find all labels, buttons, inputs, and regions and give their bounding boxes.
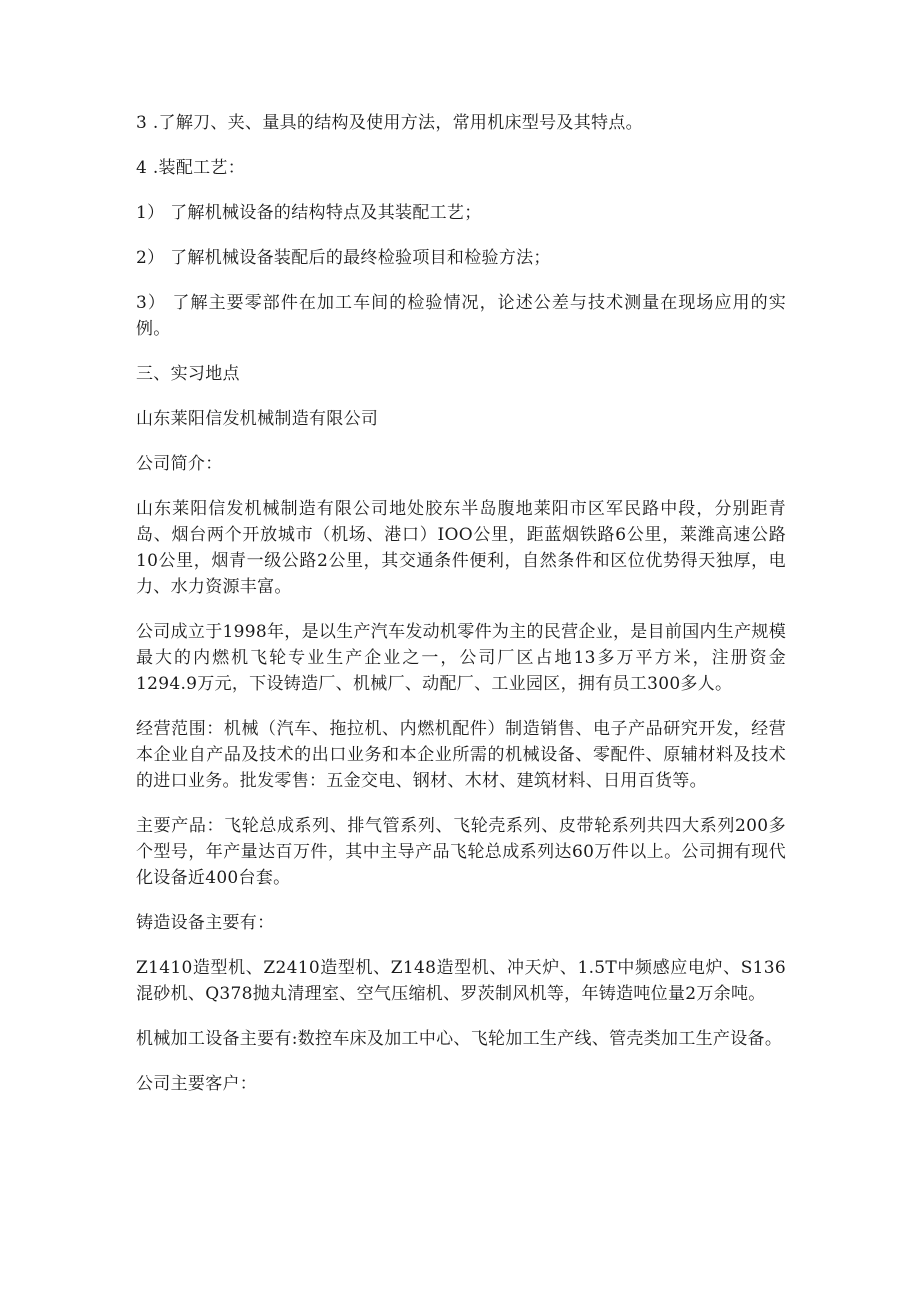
paragraph-business-scope: 经营范围：机械（汽车、拖拉机、内燃机配件）制造销售、电子产品研究开发，经营本企业自产品及技术的出口业务和本企业所需的机械设备、零配件、原辅材料及技术的进口业务。批发零售：五金交电、钢材、木材、建筑材料、日用百货等。	[136, 719, 786, 791]
paragraph-company-founding: 公司成立于1998年，是以生产汽车发动机零件为主的民营企业，是目前国内生产规模最大的内燃机飞轮专业生产企业之一，公司厂区占地13多万平方米，注册资金1294.9万元，下设铸造厂、机械厂、动配厂、工业园区，拥有员工300多人。	[136, 622, 786, 694]
paragraph-assembly-item-1: 1） 了解机械设备的结构特点及其装配工艺；	[136, 203, 482, 223]
paragraph-assembly-item-3: 3） 了解主要零部件在加工车间的检验情况，论述公差与技术测量在现场应用的实例。	[136, 293, 786, 339]
paragraph-casting-equipment-list: Z1410造型机、Z2410造型机、Z148造型机、冲天炉、1.5T中频感应电炉、S136混砂机、Q378抛丸清理室、空气压缩机、罗茨制风机等，年铸造吨位量2万余吨。	[136, 958, 786, 1004]
paragraph-tool-knowledge: 3 .了解刀、夹、量具的结构及使用方法，常用机床型号及其特点。	[136, 113, 643, 133]
paragraph-assembly-heading: 4 .装配工艺：	[136, 158, 246, 178]
paragraph-assembly-item-2: 2） 了解机械设备装配后的最终检验项目和检验方法；	[136, 248, 551, 268]
paragraph-main-products: 主要产品：飞轮总成系列、排气管系列、飞轮壳系列、皮带轮系列共四大系列200多个型号，年产量达百万件，其中主导产品飞轮总成系列达60万件以上。公司拥有现代化设备近400台套。	[136, 816, 786, 888]
paragraph-casting-equipment-label: 铸造设备主要有：	[136, 913, 275, 933]
paragraph-company-location: 山东莱阳信发机械制造有限公司地处胶东半岛腹地莱阳市区军民路中段，分别距青岛、烟台两个开放城市（机场、港口）IOO公里，距蓝烟铁路6公里，莱潍高速公路10公里，烟青一级公路2公里，其交通条件便利，自然条件和区位优势得天独厚，电力、水力资源丰富。	[136, 499, 786, 597]
paragraph-main-customers-label: 公司主要客户：	[136, 1074, 258, 1094]
paragraph-company-name: 山东莱阳信发机械制造有限公司	[136, 409, 379, 429]
paragraph-company-intro-label: 公司简介：	[136, 454, 223, 474]
document-page	[136, 110, 786, 1116]
section-heading-location: 三、实习地点	[136, 364, 240, 384]
paragraph-machining-equipment: 机械加工设备主要有:数控车床及加工中心、飞轮加工生产线、管壳类加工生产设备。	[136, 1029, 783, 1049]
